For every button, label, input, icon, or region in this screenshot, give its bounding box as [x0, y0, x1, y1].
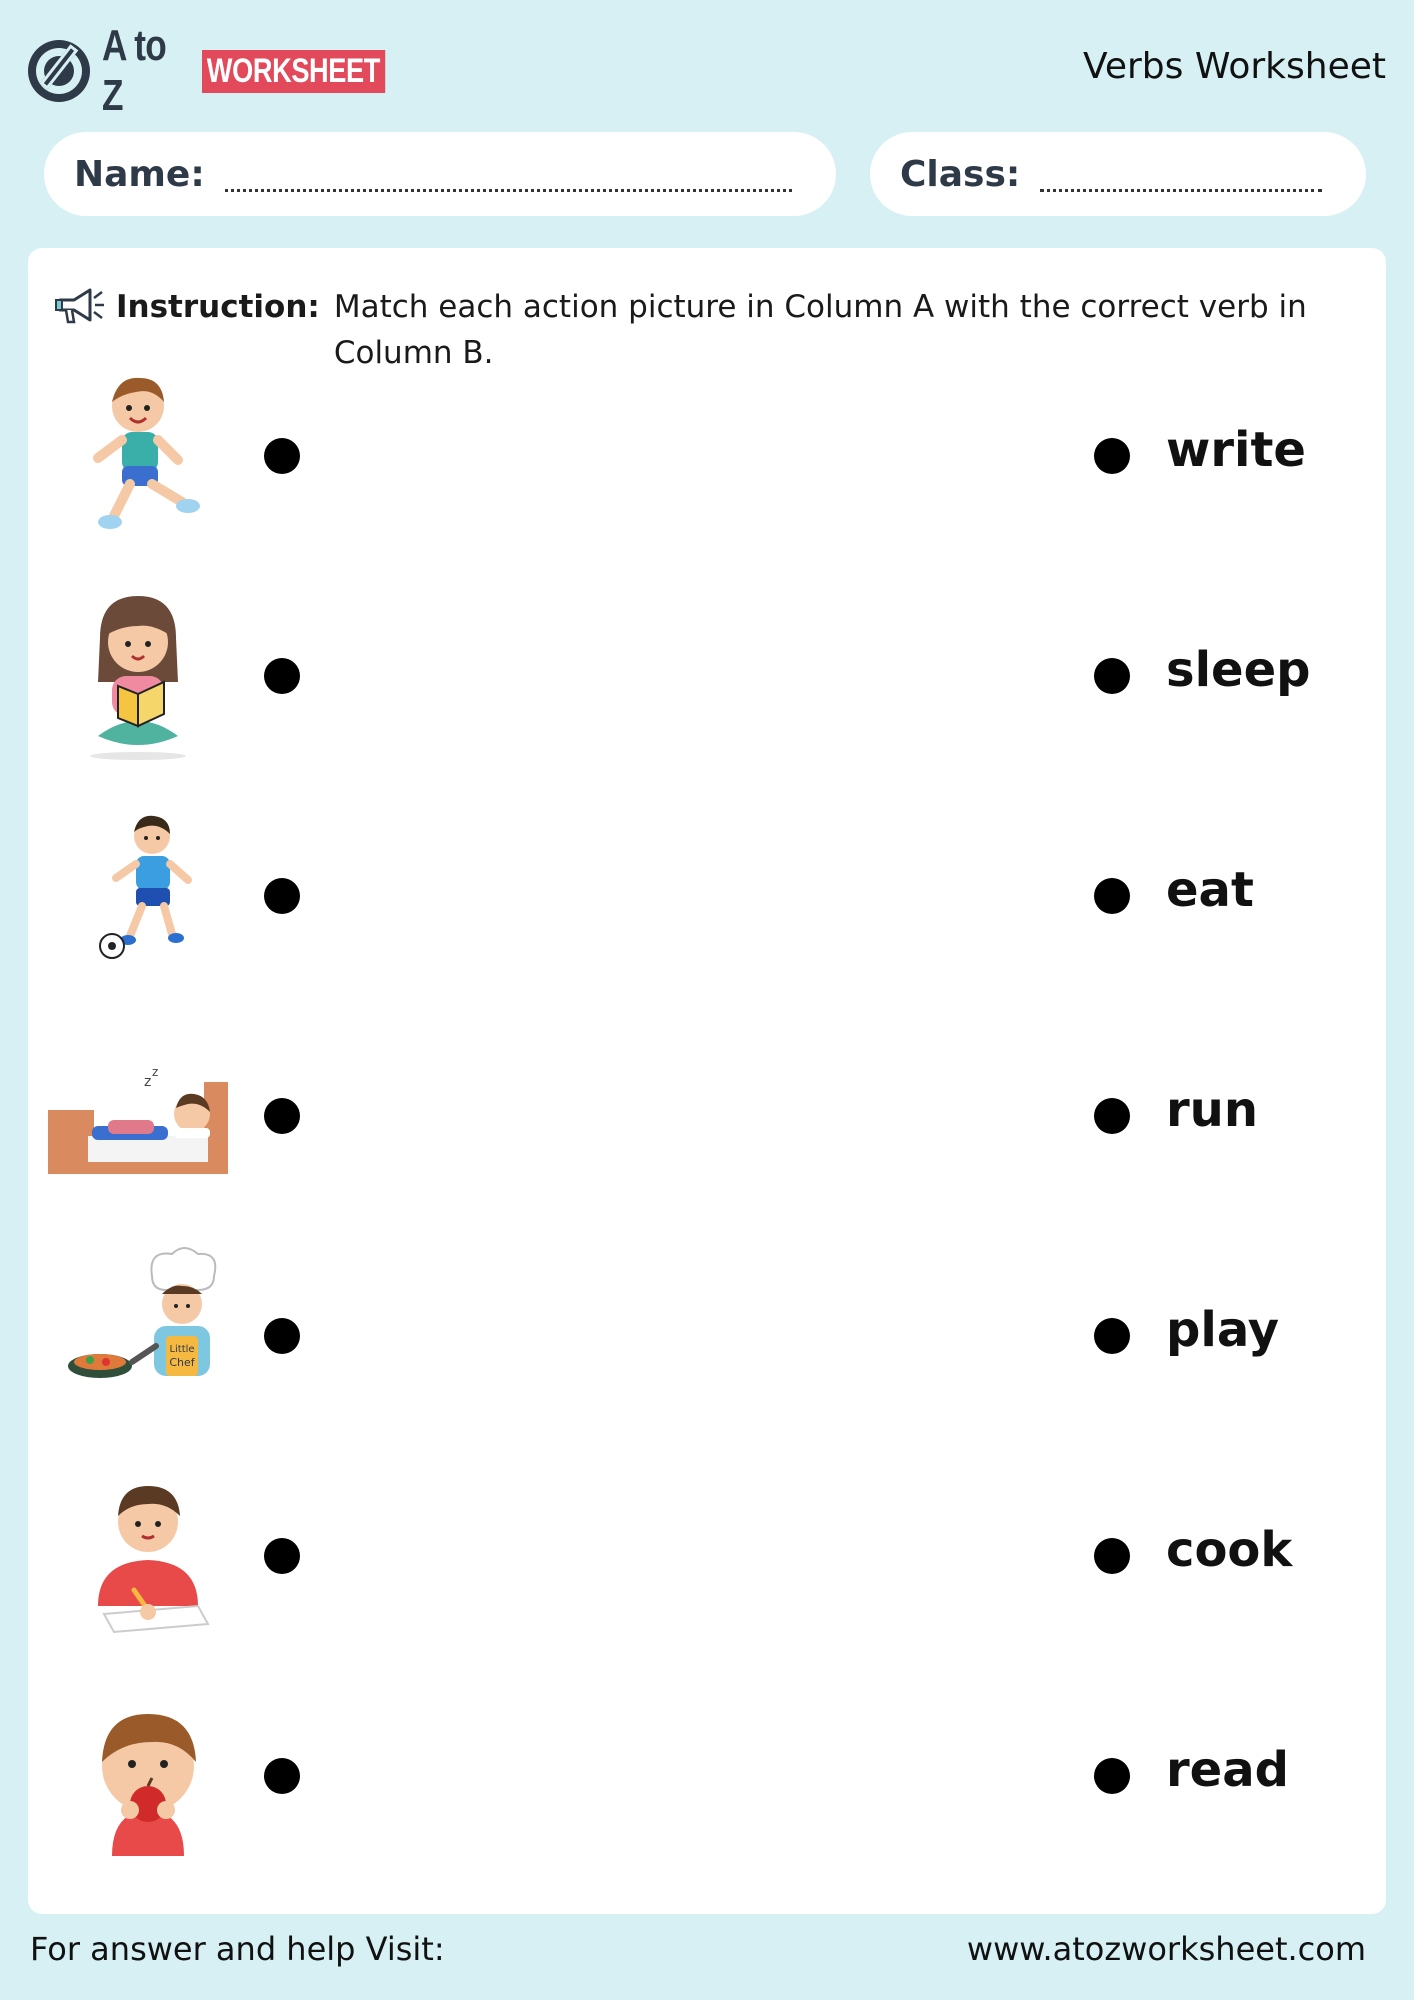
boy-cooking-picture [48, 1246, 228, 1426]
match-row-1 [28, 366, 1386, 546]
verb-4: run [1166, 1082, 1259, 1138]
column-a-dot-1[interactable] [264, 438, 300, 474]
column-b-dot-2[interactable] [1094, 658, 1130, 694]
column-b-dot-3[interactable] [1094, 878, 1130, 914]
apron-text-line: Chef [169, 1356, 195, 1369]
match-row-4 [28, 1026, 1386, 1206]
instruction [54, 284, 1364, 376]
boy-writing-picture [48, 1466, 228, 1646]
match-row-2 [28, 586, 1386, 766]
column-a-dot-5[interactable] [264, 1318, 300, 1354]
megaphone-icon [54, 286, 106, 326]
apron-text-line: Little [169, 1344, 195, 1355]
name-field[interactable] [44, 132, 836, 216]
boy-sleeping-picture [48, 1026, 228, 1206]
match-row-6 [28, 1466, 1386, 1646]
class-blank-line[interactable] [1040, 170, 1322, 192]
column-b-dot-4[interactable] [1094, 1098, 1130, 1134]
instruction-label: Instruction: [116, 289, 320, 325]
worksheet-card [28, 248, 1386, 1914]
name-label: Name: [74, 153, 205, 195]
column-a-dot-4[interactable] [264, 1098, 300, 1134]
logo-text: A to Z [102, 21, 166, 120]
column-a-dot-7[interactable] [264, 1758, 300, 1794]
instruction-text: Match each action picture in Column A with the correct verb in Column B. [333, 289, 1307, 371]
column-a-dot-2[interactable] [264, 658, 300, 694]
svg-text:z: z [152, 1065, 159, 1079]
svg-text:z: z [144, 1074, 152, 1090]
column-a-dot-3[interactable] [264, 878, 300, 914]
boy-playing-football-picture [48, 806, 228, 986]
class-label: Class: [900, 153, 1021, 195]
boy-running-picture [48, 366, 228, 546]
logo-badge: WORKSHEET [202, 50, 385, 93]
verb-3: eat [1166, 862, 1254, 918]
column-b-dot-6[interactable] [1094, 1538, 1130, 1574]
header [28, 21, 1386, 120]
verb-2: sleep [1166, 642, 1311, 698]
match-row-7 [28, 1686, 1386, 1866]
match-row-5 [28, 1246, 1386, 1426]
column-b-dot-1[interactable] [1094, 438, 1130, 474]
verb-7: read [1166, 1742, 1289, 1798]
verb-6: cook [1166, 1522, 1293, 1578]
column-b-dot-5[interactable] [1094, 1318, 1130, 1354]
footer-help-text: For answer and help Visit: [30, 1930, 445, 1968]
class-field[interactable] [870, 132, 1366, 216]
column-a-dot-6[interactable] [264, 1538, 300, 1574]
boy-eating-picture [48, 1686, 228, 1866]
name-blank-line[interactable] [225, 170, 792, 192]
match-row-3 [28, 806, 1386, 986]
pen-circle-icon [28, 40, 90, 102]
column-b-dot-7[interactable] [1094, 1758, 1130, 1794]
worksheet-title: Verbs Worksheet [1083, 46, 1386, 87]
verb-1: write [1166, 422, 1306, 478]
verb-5: play [1166, 1302, 1280, 1358]
footer-website-link[interactable]: www.atozworksheet.com [966, 1930, 1366, 1968]
girl-reading-picture [48, 586, 228, 766]
brand-logo[interactable] [28, 21, 431, 120]
